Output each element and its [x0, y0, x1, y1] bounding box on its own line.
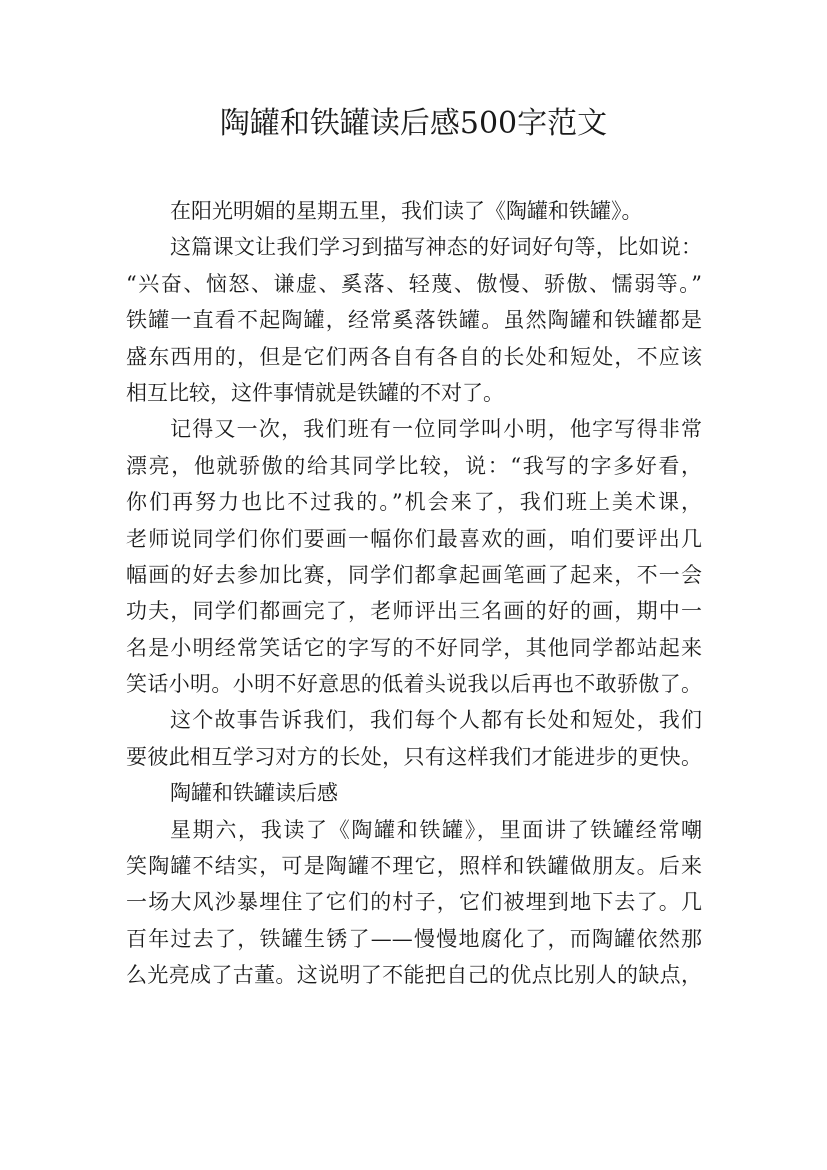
text-line: 星期六，我读了《陶罐和铁罐》，里面讲了铁罐经常嘲: [170, 817, 702, 842]
text-line: “兴奋、恼怒、谦虚、奚落、轻蔑、傲慢、骄傲、懦弱等。”: [126, 271, 702, 296]
text-line: 要彼此相互学习对方的长处，只有这样我们才能进步的更快。: [126, 744, 702, 769]
text-line: 相互比较，这件事情就是铁罐的不对了。: [126, 380, 504, 405]
text-line: 幅画的好去参加比赛，同学们都拿起画笔画了起来，不一会: [126, 562, 702, 587]
text-line: 功夫，同学们都画完了，老师评出三名画的好的画，期中一: [126, 599, 702, 624]
text-line: 笑陶罐不结实，可是陶罐不理它，照样和铁罐做朋友。后来: [126, 854, 702, 879]
text-line: 盛东西用的，但是它们两各自有各自的长处和短处，不应该: [126, 344, 702, 369]
text-line: 这个故事告诉我们，我们每个人都有长处和短处，我们: [170, 708, 702, 733]
text-line: 名是小明经常笑话它的字写的不好同学，其他同学都站起来: [126, 635, 702, 660]
text-line: 笑话小明。小明不好意思的低着头说我以后再也不敢骄傲了。: [126, 672, 702, 697]
text-line: 你们再努力也比不过我的。”机会来了，我们班上美术课，: [126, 490, 702, 515]
text-line: 铁罐一直看不起陶罐，经常奚落铁罐。虽然陶罐和铁罐都是: [126, 308, 702, 333]
text-line: 这篇课文让我们学习到描写神态的好词好句等，比如说：: [170, 235, 702, 260]
text-line: 百年过去了，铁罐生锈了——慢慢地腐化了，而陶罐依然那: [126, 926, 702, 951]
text-line: 在阳光明媚的星期五里，我们读了《陶罐和铁罐》。: [170, 199, 643, 223]
text-line: 漂亮，他就骄傲的给其同学比较，说：“我写的字多好看，: [126, 453, 702, 478]
section-heading: 陶罐和铁罐读后感: [170, 781, 338, 806]
document-body: [126, 193, 702, 994]
text-line: 么光亮成了古董。这说明了不能把自己的优点比别人的缺点，: [126, 963, 702, 988]
text-line: 一场大风沙暴埋住了它们的村子，它们被埋到地下去了。几: [126, 890, 702, 915]
text-line: 老师说同学们你们要画一幅你们最喜欢的画，咱们要评出几: [126, 526, 702, 551]
text-line: 记得又一次，我们班有一位同学叫小明，他字写得非常: [170, 417, 702, 442]
document-title: 陶罐和铁罐读后感500字范文: [219, 106, 608, 141]
